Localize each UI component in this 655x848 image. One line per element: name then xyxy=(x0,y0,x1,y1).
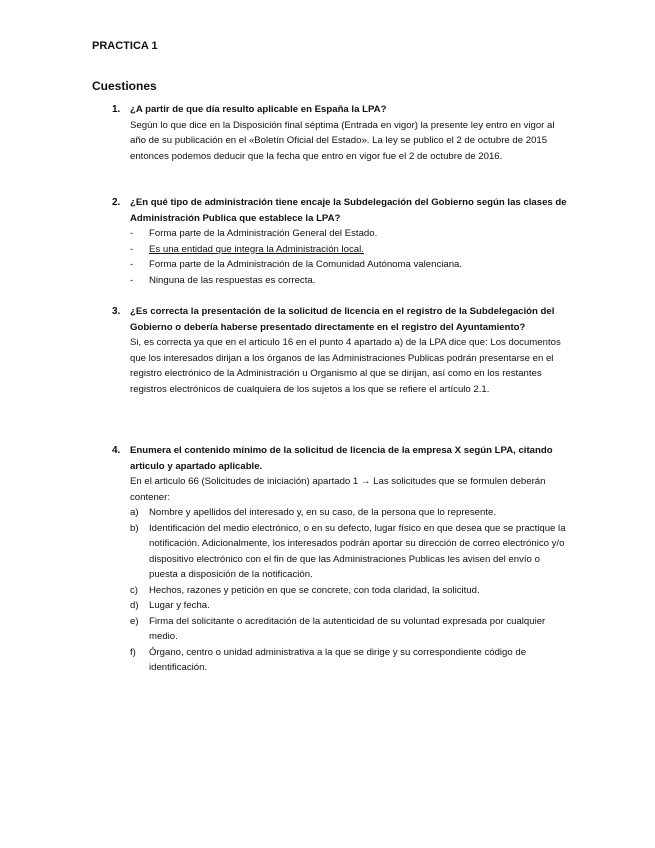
list-text: Identificación del medio electrónico, o en su defecto, lugar físico en que desea que se practique la notificación. Adicionalmente, los interesados podrán aportar su dirección de correo electrónico y/o dispositivo electrónico con el fin de que las Administraciones Publicas les avisen del envío o puesta a disposición de la notificación. xyxy=(149,522,566,580)
option-item xyxy=(130,242,570,258)
list-marker: e) xyxy=(130,615,139,627)
option-marker: - xyxy=(130,274,134,286)
list-marker: b) xyxy=(130,522,139,534)
list-marker: c) xyxy=(130,584,138,596)
question-number: 1. xyxy=(112,104,121,115)
list-text: Firma del solicitante o acreditación de la autenticidad de su voluntad expresada por cualquier medio. xyxy=(149,615,546,642)
list-text: Nombre y apellidos del interesado y, en su caso, de la persona que lo represente. xyxy=(149,507,497,518)
question-title: Enumera el contenido mínimo de la solicitud de licencia de la empresa X según LPA, citando articulo y apartado aplicable. xyxy=(130,445,553,472)
document-title: PRACTICA 1 xyxy=(92,40,158,52)
list-item xyxy=(130,645,570,676)
option-item xyxy=(130,226,570,242)
list-text: Lugar y fecha. xyxy=(149,600,210,611)
answer-text: En el articulo 66 (Solicitudes de iniciación) apartado 1 → Las solicitudes que se formulen deberán contener: xyxy=(130,476,546,503)
question-body xyxy=(130,304,570,397)
list-item xyxy=(130,583,570,599)
option-text: Forma parte de la Administración General del Estado. xyxy=(149,228,378,239)
list-item xyxy=(130,521,570,583)
answer-text: Si, es correcta ya que en el articulo 16 en el punto 4 apartado a) de la LPA dice que: Los documentos que los interesados dirijan a los órganos de las Administraciones Publicas podrán presentarse en el registro electrónico de la Administración u Organismo al que se dirijan, así como en los restantes registros electrónicos de cualquiera de los sujetos a los que se refiere el artículo 2.1. xyxy=(130,337,561,395)
list-text: Órgano, centro o unidad administrativa a la que se dirige y su correspondiente código de identificación. xyxy=(149,646,527,673)
option-text-selected: Es una entidad que integra la Administración local. xyxy=(149,243,364,255)
question-title: ¿En qué tipo de administración tiene encaje la Subdelegación del Gobierno según las clases de Administración Publica que establece la LPA? xyxy=(130,197,567,224)
option-item xyxy=(130,273,570,289)
question-number: 2. xyxy=(112,197,121,208)
question-title: ¿Es correcta la presentación de la solicitud de licencia en el registro de la Subdelegación del Gobierno o debería haberse presentado directamente en el registro del Ayuntamiento? xyxy=(130,306,555,333)
list-item xyxy=(130,598,570,614)
option-marker: - xyxy=(130,243,134,255)
option-text: Ninguna de las respuestas es correcta. xyxy=(149,274,316,286)
question-number: 4. xyxy=(112,445,121,456)
question-number: 3. xyxy=(112,306,121,317)
question-body xyxy=(130,195,570,288)
list-marker: f) xyxy=(130,646,136,658)
option-item xyxy=(130,257,570,273)
section-heading: Cuestiones xyxy=(92,79,157,93)
question-body xyxy=(130,443,570,676)
option-marker: - xyxy=(130,228,134,239)
answer-text: Según lo que dice en la Disposición final séptima (Entrada en vigor) la presente ley entro en vigor al año de su publicación en el «Boletín Oficial del Estado». La ley se publico el 2 de octubre de 2015 entonces podemos deducir que la fecha que entro en vigor fue el 2 de octubre de 2016. xyxy=(130,119,555,162)
list-marker: a) xyxy=(130,507,139,518)
option-marker: - xyxy=(130,259,134,270)
list-item xyxy=(130,505,570,521)
option-text: Forma parte de la Administración de la Comunidad Autónoma valenciana. xyxy=(149,259,463,270)
list-item xyxy=(130,614,570,645)
list-text: Hechos, razones y petición en que se concrete, con toda claridad, la solicitud. xyxy=(149,584,480,596)
question-title: ¿A partir de que día resulto aplicable en España la LPA? xyxy=(130,104,387,115)
question-body xyxy=(130,102,570,164)
list-marker: d) xyxy=(130,600,139,611)
